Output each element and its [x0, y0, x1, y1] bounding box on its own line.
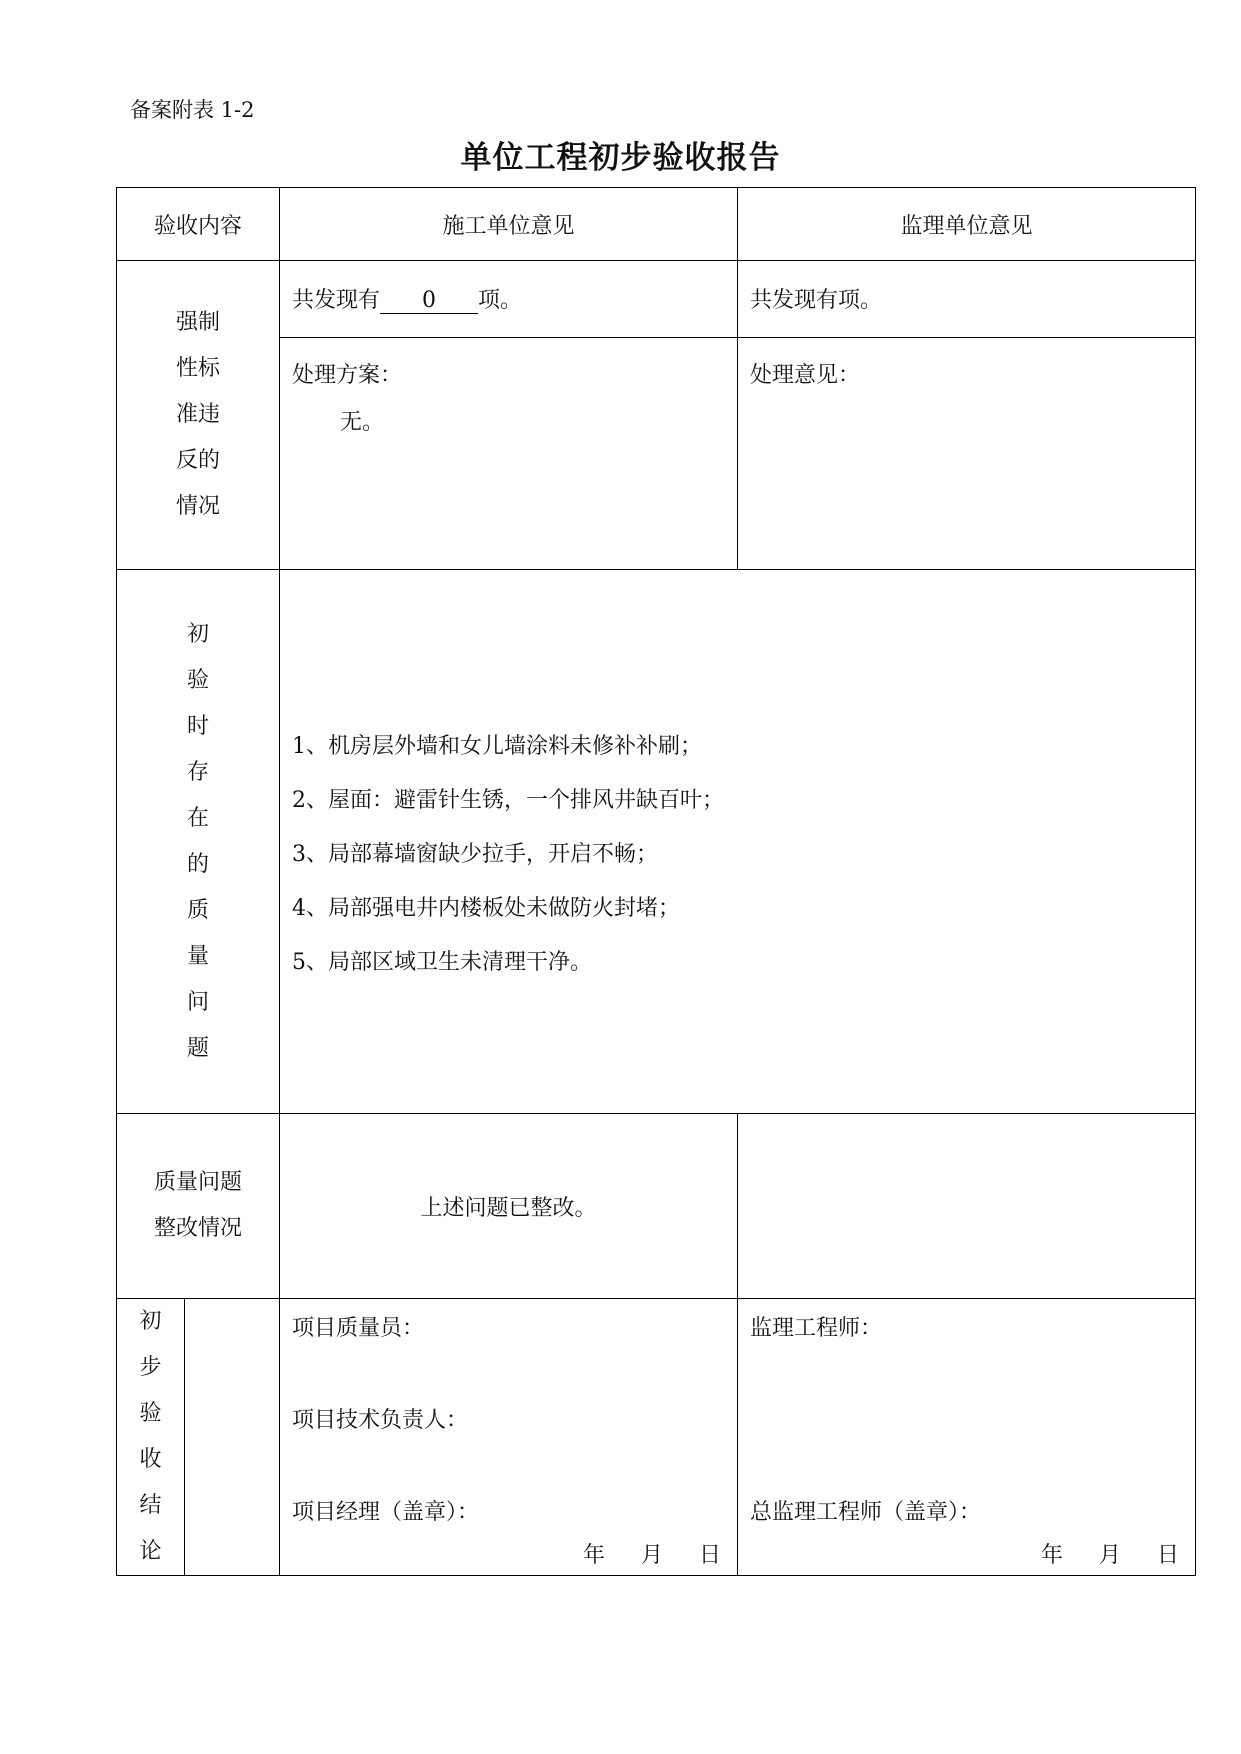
- construction-found-cell: [280, 261, 738, 338]
- issues-list: [280, 570, 1195, 1000]
- project-manager-label: 项目经理（盖章）：: [292, 1500, 480, 1525]
- list-item: 3、局部幕墙窗缺少拉手，开启不畅；: [292, 842, 659, 867]
- found-prefix: 共发现有: [292, 288, 381, 313]
- acceptance-report-table: [116, 187, 1196, 1576]
- conclusion-label-cell: [117, 1299, 185, 1576]
- tech-lead-label: 项目技术负责人：: [292, 1408, 469, 1433]
- document-title: 单位工程初步验收报告: [460, 140, 781, 176]
- found-suffix: 项。: [478, 288, 523, 313]
- header-acceptance-content: 验收内容: [117, 188, 280, 261]
- list-item: 5、局部区域卫生未清理干净。: [292, 950, 593, 975]
- opinion-label: 处理意见：: [750, 363, 861, 388]
- supervisor-rectification-cell: [738, 1114, 1196, 1299]
- conclusion-row: [117, 1299, 1196, 1576]
- plan-label: 处理方案：: [292, 363, 403, 388]
- conclusion-label: 初 步 验 收 结 论: [139, 1309, 162, 1564]
- supervisor-opinion-cell: [738, 338, 1196, 570]
- table-header-row: [117, 188, 1196, 261]
- issues-content-cell: [280, 570, 1196, 1114]
- construction-signature-cell: [280, 1299, 738, 1576]
- conclusion-blank-cell: [185, 1299, 280, 1576]
- violations-label: 强制 性标 准违 反的 情况: [176, 310, 221, 519]
- rectification-label: 质量问题 整改情况: [154, 1170, 243, 1241]
- construction-plan-cell: [280, 338, 738, 570]
- issues-row: [117, 570, 1196, 1114]
- supervisor-engineer-label: 监理工程师：: [750, 1316, 883, 1341]
- rectification-row: [117, 1114, 1196, 1299]
- list-item: 1、机房层外墙和女儿墙涂料未修补补刷；: [292, 734, 703, 759]
- header-construction-opinion: 施工单位意见: [280, 188, 738, 261]
- header-supervisor-opinion: 监理单位意见: [738, 188, 1196, 261]
- issues-label-cell: [117, 570, 280, 1114]
- construction-rectification-cell: 上述问题已整改。: [280, 1114, 738, 1299]
- construction-date: 年 月 日: [582, 1543, 722, 1568]
- quality-officer-label: 项目质量员：: [292, 1316, 425, 1341]
- supervisor-date: 年 月 日: [1040, 1543, 1180, 1568]
- plan-value: 无。: [340, 410, 385, 435]
- supervisor-found-text: 共发现有项。: [750, 288, 883, 313]
- chief-supervisor-label: 总监理工程师（盖章）：: [750, 1500, 982, 1525]
- supervisor-found-cell: [738, 261, 1196, 338]
- supervisor-signature-cell: [738, 1299, 1196, 1576]
- found-count-field: 0: [380, 289, 478, 314]
- list-item: 2、屋面：避雷针生锈，一个排风井缺百叶；: [292, 788, 725, 813]
- list-item: 4、局部强电井内楼板处未做防火封堵；: [292, 896, 681, 921]
- violations-label-cell: [117, 261, 280, 570]
- document-code-label: 备案附表 1-2: [130, 98, 255, 122]
- rectification-label-cell: [117, 1114, 280, 1299]
- violations-count-row: [117, 261, 1196, 338]
- issues-label: 初 验 时 存 在 的 质 量 问 题: [187, 621, 210, 1061]
